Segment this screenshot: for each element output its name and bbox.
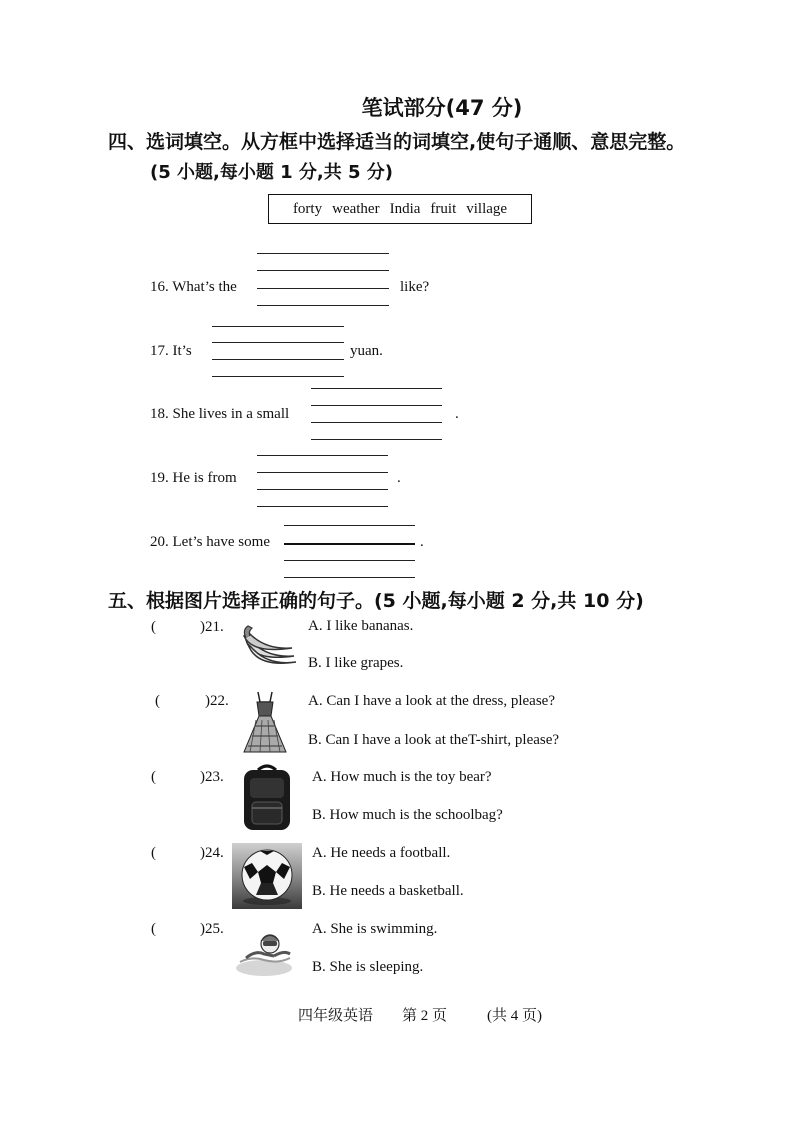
question-16: 16. What’s the [150, 279, 237, 295]
section5-heading: 五、根据图片选择正确的句子。(5 小题,每小题 2 分,共 10 分) [108, 590, 644, 612]
answer-paren-open[interactable]: ( [151, 921, 156, 937]
answer-blank-16[interactable] [257, 288, 389, 289]
footer-subject: 四年级英语 [298, 1008, 374, 1024]
schoolbag-icon [240, 762, 294, 832]
option-25-a[interactable]: A. She is swimming. [312, 921, 438, 937]
question-19-end: . [397, 470, 401, 486]
question-17-end: yuan. [350, 343, 383, 359]
word-bank-item: fruit [430, 200, 457, 217]
option-22-b[interactable]: B. Can I have a look at theT-shirt, please? [308, 732, 560, 748]
question-17: 17. It’s [150, 343, 192, 359]
question-20: 20. Let’s have some [150, 534, 270, 550]
answer-blank-20[interactable] [284, 543, 415, 545]
section4-heading: 四、选词填空。从方框中选择适当的词填空,使句子通顺、意思完整。 [108, 131, 686, 153]
word-bank-item: village [466, 200, 508, 217]
item-number-21: )21. [200, 619, 224, 635]
word-bank-item: forty [292, 200, 323, 217]
question-19: 19. He is from [150, 470, 237, 486]
question-18: 18. She lives in a small [150, 406, 290, 422]
option-21-b[interactable]: B. I like grapes. [308, 655, 404, 671]
answer-blank-18[interactable] [311, 422, 442, 423]
word-bank-box [268, 194, 532, 224]
swimmer-icon [234, 924, 296, 980]
item-number-23: )23. [200, 769, 224, 785]
option-22-a[interactable]: A. Can I have a look at the dress, please? [308, 693, 555, 709]
answer-blank-19[interactable] [257, 489, 388, 490]
item-number-24: )24. [200, 845, 224, 861]
footer-total: (共 4 页) [487, 1008, 542, 1024]
option-23-a[interactable]: A. How much is the toy bear? [312, 769, 492, 785]
answer-paren-open[interactable]: ( [151, 769, 156, 785]
section4-points: (5 小题,每小题 1 分,共 5 分) [150, 162, 394, 183]
bananas-icon [238, 622, 300, 670]
word-bank-item: India [389, 200, 421, 217]
option-25-b[interactable]: B. She is sleeping. [312, 959, 424, 975]
option-24-a[interactable]: A. He needs a football. [312, 845, 451, 861]
word-bank-item: weather [332, 200, 380, 217]
answer-paren-open[interactable]: ( [155, 693, 160, 709]
answer-paren-open[interactable]: ( [151, 845, 156, 861]
item-number-22: )22. [205, 693, 229, 709]
option-23-b[interactable]: B. How much is the schoolbag? [312, 807, 503, 823]
dress-icon [240, 690, 290, 754]
answer-paren-open[interactable]: ( [151, 619, 156, 635]
answer-blank-17[interactable] [212, 359, 344, 360]
question-18-end: . [455, 406, 459, 422]
question-16-end: like? [400, 279, 430, 295]
page-title: 笔试部分(47 分) [361, 96, 523, 120]
football-icon [232, 843, 302, 909]
footer-page: 第 2 页 [402, 1008, 448, 1024]
option-24-b[interactable]: B. He needs a basketball. [312, 883, 464, 899]
option-21-a[interactable]: A. I like bananas. [308, 618, 414, 634]
item-number-25: )25. [200, 921, 224, 937]
question-20-end: . [420, 534, 424, 550]
